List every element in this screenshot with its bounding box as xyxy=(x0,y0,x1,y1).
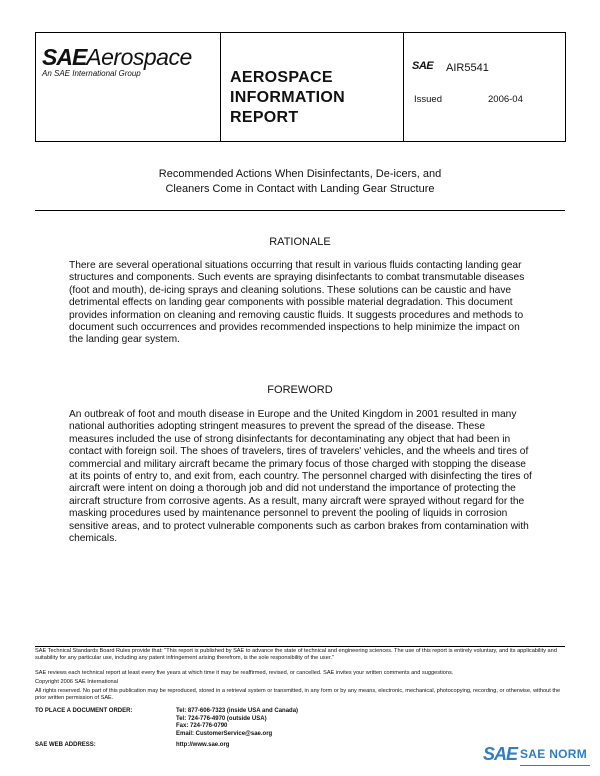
title-rule xyxy=(35,210,565,211)
footer-rights-text: All rights reserved. No part of this publication may be reproduced, stored in a retrieval system or transmitted, in any form or by any means, electronic, mechanical, photocopying, recording, or otherwise, without the prior written permission of SAE. xyxy=(35,688,561,702)
foreword-text: An outbreak of foot and mouth disease in Europe and the United Kingdom in 2001 resulted in many national authorities adopting stringent measures to prevent the spread of the disease. These measures included the use of strong disinfectants for decontaminating any object that had been in contact with foreign soil. The shoes of travelers, tires of travelers' vehicles, and the wheels and tires of commercial and military aircraft became the primary focus of those charged with stopping the disease at its points of entry to, and exit from, each country. The personnel charged with disinfecting the tires of aircraft were intent on doing a thorough job and did not understand the importance of protecting the aircraft structure from corrosive agents. As a result, many aircraft were sprayed without regard for the masking procedures used by maintenance personnel to prevent the pooling of liquids in corrosion sensitive areas, and to protect vulnerable components such as carbon brakes from contamination with chemicals. xyxy=(69,409,532,545)
report-type-line-2: INFORMATION xyxy=(230,89,345,106)
doc-number: AIR5541 xyxy=(446,62,489,74)
footer-review-text: SAE reviews each technical report at least every five years at which time it may be reaffirmed, revised, or cancelled. SAE invites your written comments and suggestions. xyxy=(35,670,454,676)
header-right-rule xyxy=(565,32,566,142)
order-email[interactable]: Email: CustomerService@sae.org xyxy=(176,730,273,737)
watermark-brand: SAE xyxy=(483,744,518,764)
rationale-text: There are several operational situations occurring that result in various fluids contacting landing gear structures and components. Such events are spraying disinfectants to combat transmutable diseases (foot and mouth), de-icing sprays and cleaning solutions. These solutions can be caustic and have detrimental effects on landing gear components with possible material degradation. This document provides information on cleaning and removing caustic fluids. It suggests procedures and methods to document such occurrences and provides recommended inspections to help minimize the impact on the landing gear system. xyxy=(69,260,525,346)
header-divider-2 xyxy=(403,32,404,142)
title-line-2: Cleaners Come in Contact with Landing Gear Structure xyxy=(165,183,435,195)
document-title xyxy=(35,167,565,197)
title-line-1: Recommended Actions When Disinfectants, De-icers, and xyxy=(158,168,442,180)
report-type-line-1: AEROSPACE xyxy=(230,69,333,86)
web-label: SAE WEB ADDRESS: xyxy=(35,742,96,748)
logo-brand: SAE xyxy=(42,44,87,70)
footer-copyright: Copyright 2006 SAE International xyxy=(35,679,119,685)
order-contacts xyxy=(176,708,298,738)
report-type xyxy=(230,68,345,128)
doc-mark: SAE xyxy=(412,60,434,72)
order-tel-inside: Tel: 877-606-7323 (inside USA and Canada) xyxy=(176,708,299,714)
issued-date: 2006-04 xyxy=(488,94,523,105)
web-url[interactable]: http://www.sae.org xyxy=(176,742,230,748)
footer-rule xyxy=(35,646,565,647)
sae-aerospace-logo xyxy=(42,44,192,71)
foreword-heading: FOREWORD xyxy=(267,384,333,396)
footer-rules-text: SAE Technical Standards Board Rules provide that: "This report is published by SAE to advance the state of technical and engineering sciences. The use of this report is entirely voluntary, and its applicability and suitability for any particular use, including any patent infringement arising therefrom, is the sole responsibility of the user." xyxy=(35,648,557,662)
watermark-text: SAE NORM xyxy=(520,747,588,761)
rationale-heading: RATIONALE xyxy=(269,236,331,248)
order-fax: Fax: 724-776-0790 xyxy=(176,723,228,730)
watermark-underline xyxy=(520,765,590,766)
logo-product: Aerospace xyxy=(86,44,192,70)
sae-norm-watermark xyxy=(483,744,595,770)
order-tel-outside: Tel: 724-776-4970 (outside USA) xyxy=(176,715,267,722)
header-top-rule xyxy=(35,32,565,33)
header-left-rule xyxy=(35,32,36,142)
header-divider-1 xyxy=(220,32,221,142)
report-type-line-3: REPORT xyxy=(230,109,299,126)
header-bottom-rule xyxy=(35,141,565,142)
issued-label: Issued xyxy=(414,94,442,105)
logo-tagline: An SAE International Group xyxy=(42,69,141,78)
order-label: TO PLACE A DOCUMENT ORDER: xyxy=(35,708,133,714)
